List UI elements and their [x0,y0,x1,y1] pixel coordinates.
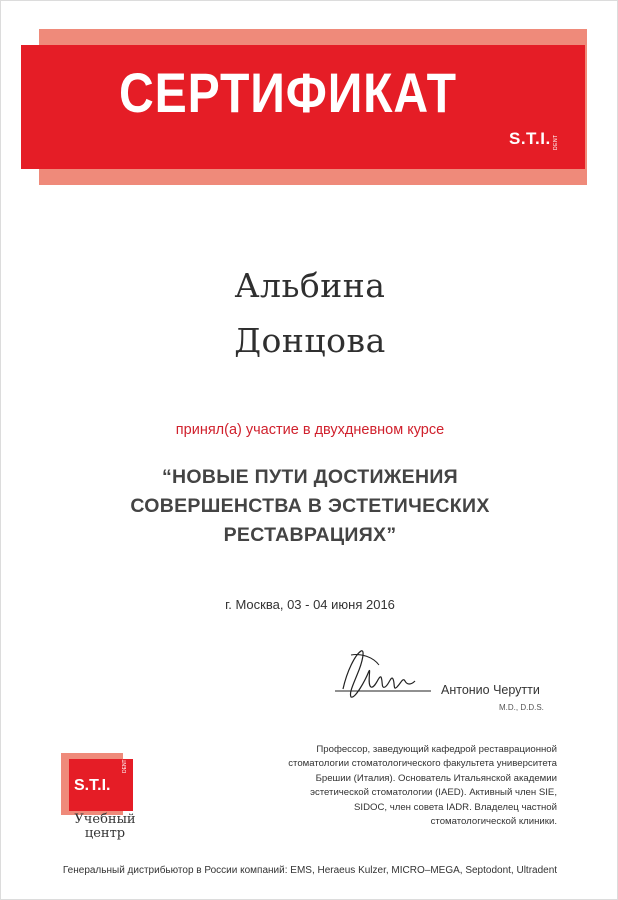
course-title-line: “НОВЫЕ ПУТИ ДОСТИЖЕНИЯ [161,466,458,488]
bio-line: Брешии (Италия). Основатель Итальянской академии [315,772,557,784]
sti-logo-text: S.T.I. [509,129,551,148]
caption-line: центр [84,826,126,841]
course-title-line: РЕСТАВРАЦИЯХ” [223,524,397,546]
bio-line: эстетической стоматологии (IAED). Активный член SIE, [310,787,557,799]
sti-logo-sub: DENT [552,134,559,150]
bio-line: Профессор, заведующий кафедрой реставрационной [316,744,557,755]
recipient-last-name: Донцова [234,321,386,360]
caption-line: Учебный [74,812,136,827]
footer-distributor: Генеральный дистрибьютор в России компаний: EMS, Heraeus Kulzer, MICRO–MEGA, Septodont, Ultradent [62,865,558,876]
sti-logo [509,129,566,149]
participation-text: принял(а) участие в двухдневном курсе [175,422,445,438]
signer-bio [285,743,557,829]
recipient-first-name: Альбина [234,266,386,305]
training-center-caption [65,813,145,841]
course-title-line: СОВЕРШЕНСТВА В ЭСТЕТИЧЕСКИХ [130,495,490,517]
bio-line: стоматологической клиники. [430,816,557,828]
place-date: г. Москва, 03 - 04 июня 2016 [225,597,395,612]
training-logo-sub: DENT [122,759,128,773]
signature [321,641,441,711]
training-logo-text: S.T.I. [74,777,111,794]
signer-name: Антонио Черутти [441,683,540,697]
certificate-title: СЕРТИФИКАТ [119,61,457,124]
course-title [81,463,539,550]
bio-line: стоматологии стоматологического факультета университета [288,758,557,770]
signer-degree: M.D., D.D.S. [499,703,544,712]
bio-line: SIDOC, член совета IADR. Владелец частной [354,801,557,813]
